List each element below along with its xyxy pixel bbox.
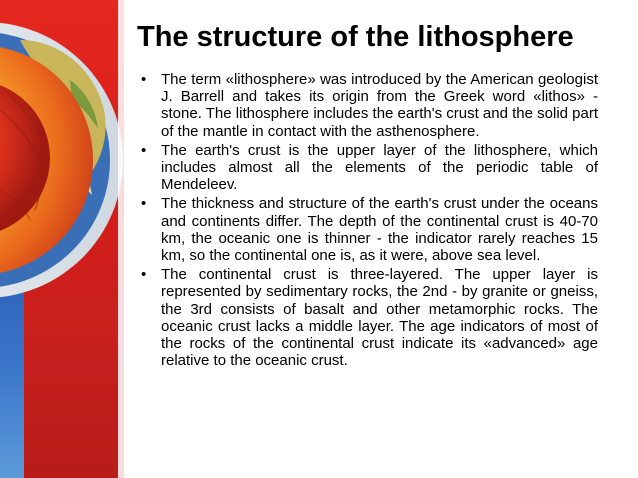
bullet-text: The thickness and structure of the earth's crust under the oceans and continents differ. The depth of the continental crust is 40-70 km, the oceanic one is thinner - the indicator rarely reaches 15 km, so the continental one is, as it were, above sea level. xyxy=(161,195,598,265)
bullet-item xyxy=(141,142,598,194)
slide-title: The structure of the lithosphere xyxy=(137,21,574,53)
earth-cutaway-graphic xyxy=(0,0,124,478)
bullet-list xyxy=(141,71,598,371)
bullet-item xyxy=(141,195,598,264)
bullet-text: The earth's crust is the upper layer of the lithosphere, which includes almost all the elements of the periodic table of Mendeleev. xyxy=(161,141,598,194)
bullet-item xyxy=(141,266,598,369)
bullet-item xyxy=(141,71,598,140)
bullet-point-icon: • xyxy=(141,195,147,213)
bullet-point-icon: • xyxy=(141,141,147,159)
earth-cross-section-illustration xyxy=(0,0,124,478)
bullet-text: The continental crust is three-layered. The upper layer is represented by sedimentary rocks, the 2nd - by granite or gneiss, the 3rd consists of basalt and other metamorphic rocks. The oceanic crust lacks a middle layer. The age indicators of most of the rocks of the continental crust indicate its «advanced» age relative to the oceanic crust. xyxy=(161,266,598,370)
bullet-point-icon: • xyxy=(141,71,147,88)
bullet-text: The term «lithosphere» was introduced by the American geologist J. Barrell and takes its origin from the Greek word «lithos» - stone. The lithosphere includes the earth's crust and the solid part of the mantle in contact with the asthenosphere. xyxy=(161,71,599,140)
bullet-point-icon: • xyxy=(141,266,147,284)
